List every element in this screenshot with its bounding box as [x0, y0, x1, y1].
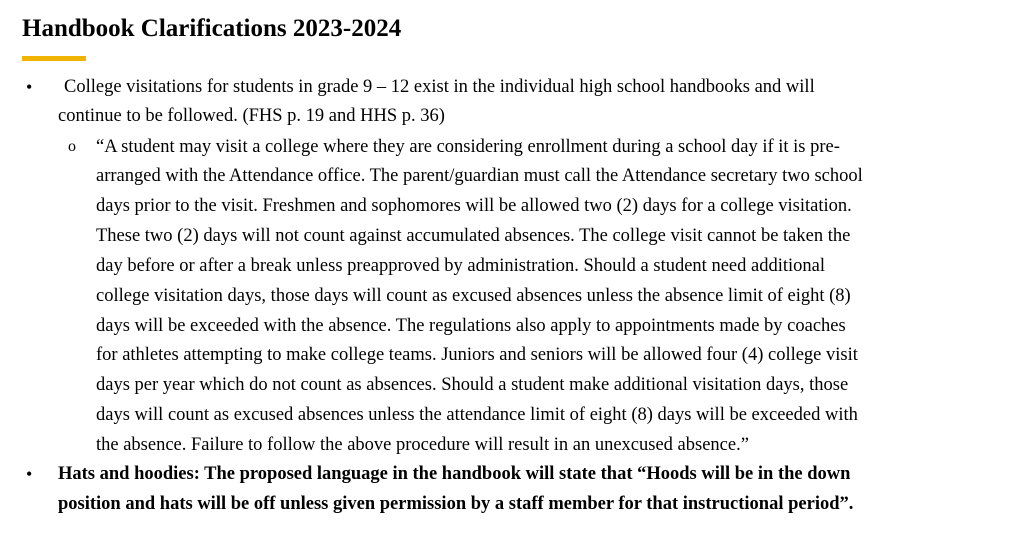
- page-title: Handbook Clarifications 2023-2024: [22, 15, 402, 42]
- bullet-icon: •: [26, 77, 33, 97]
- bullet-item-line: position and hats will be off unless given permission by a staff member for that instructional period”.: [58, 494, 854, 514]
- bullet-item-line: Hats and hoodies: The proposed language in the handbook will state that “Hoods will be in the down: [58, 464, 851, 484]
- bullet-icon: •: [26, 464, 33, 484]
- sub-item-line: days will be exceeded with the absence. The regulations also apply to appointments made by coaches: [96, 316, 846, 336]
- sub-item-line: “A student may visit a college where they are considering enrollment during a school day if it is pre-: [96, 137, 840, 157]
- sub-item-line: days prior to the visit. Freshmen and sophomores will be allowed two (2) days for a college visitation.: [96, 196, 852, 216]
- sub-item-line: college visitation days, those days will count as excused absences unless the absence limit of eight (8): [96, 286, 851, 306]
- sub-item-line: days will count as excused absences unless the attendance limit of eight (8) days will be exceeded with: [96, 405, 858, 425]
- sub-item-line: the absence. Failure to follow the above procedure will result in an unexcused absence.”: [96, 435, 749, 455]
- sub-bullet-icon: o: [68, 138, 76, 155]
- sub-item-line: for athletes attempting to make college teams. Juniors and seniors will be allowed four (4) college visit: [96, 345, 858, 365]
- sub-item-line: arranged with the Attendance office. The parent/guardian must call the Attendance secretary two school: [96, 166, 863, 186]
- sub-item-line: days per year which do not count as absences. Should a student make additional visitation days, those: [96, 375, 849, 395]
- bullet-item-line: College visitations for students in grade 9 – 12 exist in the individual high school handbooks and will: [64, 77, 815, 97]
- sub-item-line: day before or after a break unless preapproved by administration. Should a student need additional: [96, 256, 825, 276]
- bullet-item-line: continue to be followed. (FHS p. 19 and HHS p. 36): [58, 106, 445, 126]
- title-accent-bar: [22, 56, 86, 61]
- sub-item-line: These two (2) days will not count against accumulated absences. The college visit cannot be taken the: [96, 226, 851, 246]
